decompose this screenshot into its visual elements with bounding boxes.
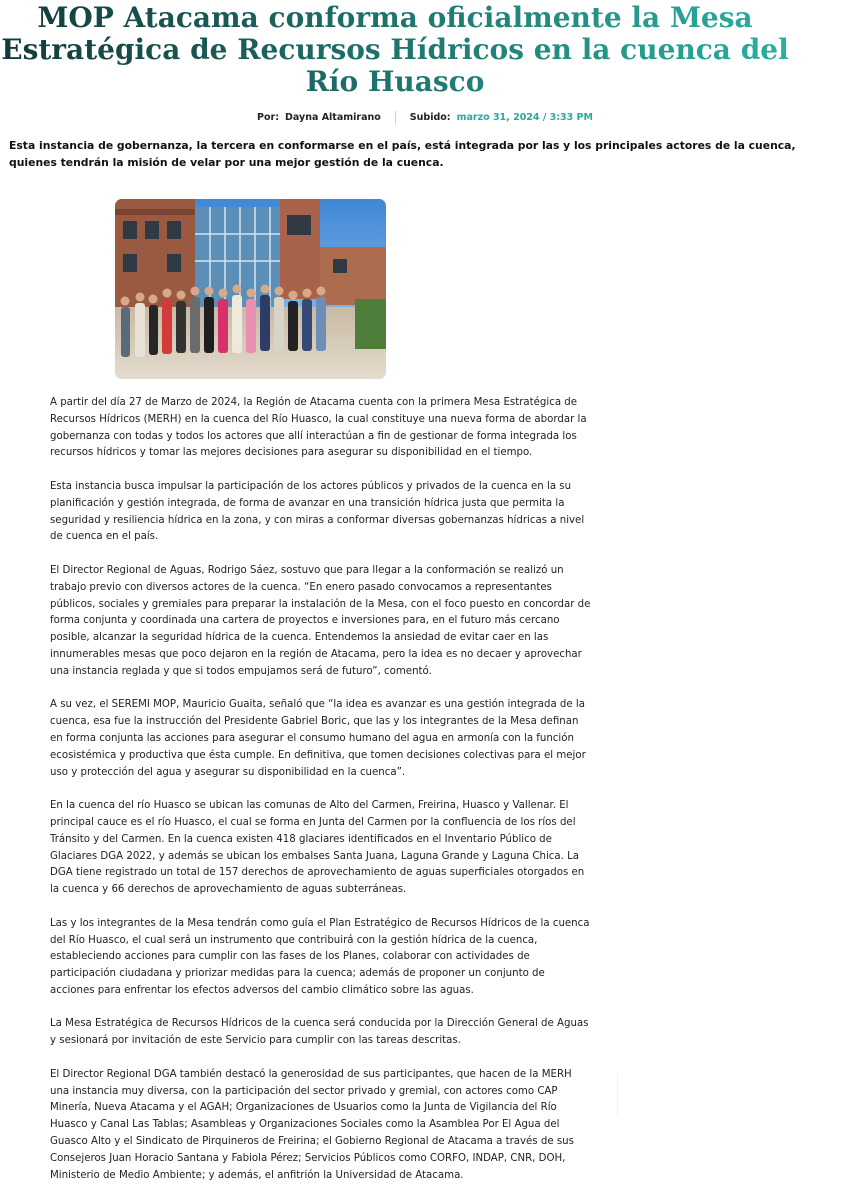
body-paragraph: El Director Regional DGA también destacó la generosidad de sus participantes, que hacen de la MERH una instancia muy diversa, con la participación del sector privado y gremial, con actores como CAP Minería, Nueva Atacama y el AGAH; Organizaciones de Usuarios como la Junta de Vigilancia del Río Huasco y Canal Las Tablas; Asambleas y Organizaciones Sociales como la Asamblea Por El Agua del Guasco Alto y el Sindicato de Pirquineros de Freirina; el Gobierno Regional de Atacama a través de sus Consejeros Juan Horacio Santana y Fabiola Pérez; Servicios Públicos como CORFO, INDAP, CNR, DOH, Ministerio de Medio Ambiente; y además, el anfitrión la Universidad de Atacama. <box>50 1068 574 1181</box>
group-photo <box>115 199 386 379</box>
body-paragraph: En la cuenca del río Huasco se ubican las comunas de Alto del Carmen, Freirina, Huasco y Vallenar. El principal cauce es el río Huasco, el cual se forma en Junta del Carmen por la confluencia de los ríos del Tránsito y del Carmen. En la cuenca existen 418 glaciares identificados en el Inventario Público de Glaciares DGA 2022, y además se ubican los embalses Santa Juana, Laguna Grande y Laguna Chica. La DGA tiene registrado un total de 157 derechos de aprovechamiento de aguas superficiales otorgados en la cuenca y 66 derechos de aprovechamiento de aguas subterráneas. <box>50 800 585 896</box>
article-title: MOP Atacama conforma oficialmente la Mesa Estratégica de Recursos Hídricos en la cuenca del Río Huasco <box>1 1 789 98</box>
meta-divider <box>395 111 396 124</box>
article-body <box>50 395 592 1201</box>
author-name[interactable]: Dayna Altamirano <box>285 112 381 123</box>
author-group <box>257 112 381 123</box>
body-paragraph: Esta instancia busca impulsar la participación de los actores públicos y privados de la cuenca en la su planificación y gestión integrada, de forma de avanzar en una transición hídrica justa que permita la seguridad y resiliencia hídrica en la zona, y con miras a conformar diversas gobernanzas hídricas a nivel de cuenca en el país. <box>50 480 585 543</box>
body-paragraph: A su vez, el SEREMI MOP, Mauricio Guaita, señaló que “la idea es avanzar es una gestión integrada de la cuenca, esa fue la instrucción del Presidente Gabriel Boric, que las y los integrantes de la Mesa definan en forma conjunta las acciones para asegurar el consumo humano del agua en armonía con la función ecosistémica y productiva que ésta cumple. En definitiva, que tomen decisiones colectivas para el mejor uso y protección del agua y asegurar su disponibilidad en la cuenca”. <box>50 699 586 778</box>
group-photo-image <box>115 199 386 379</box>
divider <box>617 1073 618 1117</box>
body-paragraph: Las y los integrantes de la Mesa tendrán como guía el Plan Estratégico de Recursos Hídricos de la cuenca del Río Huasco, el cual será un instrumento que contribuirá con la gestión hídrica de la cuenca, estableciendo acciones para cumplir con las fases de los Planes, colaborar con actividades de participación ciudadana y priorizar medidas para la cuenca; además de proponer un conjunto de acciones para enfrentar los efectos adversos del cambio climático sobre las aguas. <box>50 917 590 996</box>
article-meta <box>0 111 850 124</box>
article-lead: Esta instancia de gobernanza, la tercera en conformarse en el país, está integrada por las y los principales actores de la cuenca, quienes tendrán la misión de velar por una mejor gestión de la cuenca. <box>9 139 796 169</box>
date-label: Subido: <box>409 112 451 123</box>
publish-date: marzo 31, 2024 / 3:33 PM <box>456 112 593 123</box>
date-group <box>410 112 593 123</box>
body-paragraph: El Director Regional de Aguas, Rodrigo Sáez, sostuvo que para llegar a la conformación se realizó un trabajo previo con diversos actores de la cuenca. “En enero pasado convocamos a representantes públicos, sociales y gremiales para preparar la instalación de la Mesa, con el foco puesto en concordar de forma conjunta y coordinada una cartera de proyectos e inversiones para, en el futuro más cercano posible, alcanzar la seguridad hídrica de la cuenca. Entendemos la ansiedad de evitar caer en las innumerables mesas que poco dejaron en la región de Atacama, pero la idea es no decaer y aprovechar una instancia reglada y que si todos empujamos será de futuro”, comentó. <box>50 564 591 677</box>
author-label: Por: <box>257 112 280 123</box>
body-paragraph: A partir del día 27 de Marzo de 2024, la Región de Atacama cuenta con la primera Mesa Estratégica de Recursos Hídricos (MERH) en la cuenca del Río Huasco, la cual constituye una nueva forma de abordar la gobernanza con todas y todos los actores que allí interactúan a fin de gestionar de forma integrada los recursos hídricos y tomar las mejores decisiones para asegurar su disponibilidad en el tiempo. <box>50 397 587 459</box>
body-paragraph: La Mesa Estratégica de Recursos Hídricos de la cuenca será conducida por la Dirección General de Aguas y sesionará por invitación de este Servicio para cumplir con las tareas descritas. <box>50 1018 589 1047</box>
